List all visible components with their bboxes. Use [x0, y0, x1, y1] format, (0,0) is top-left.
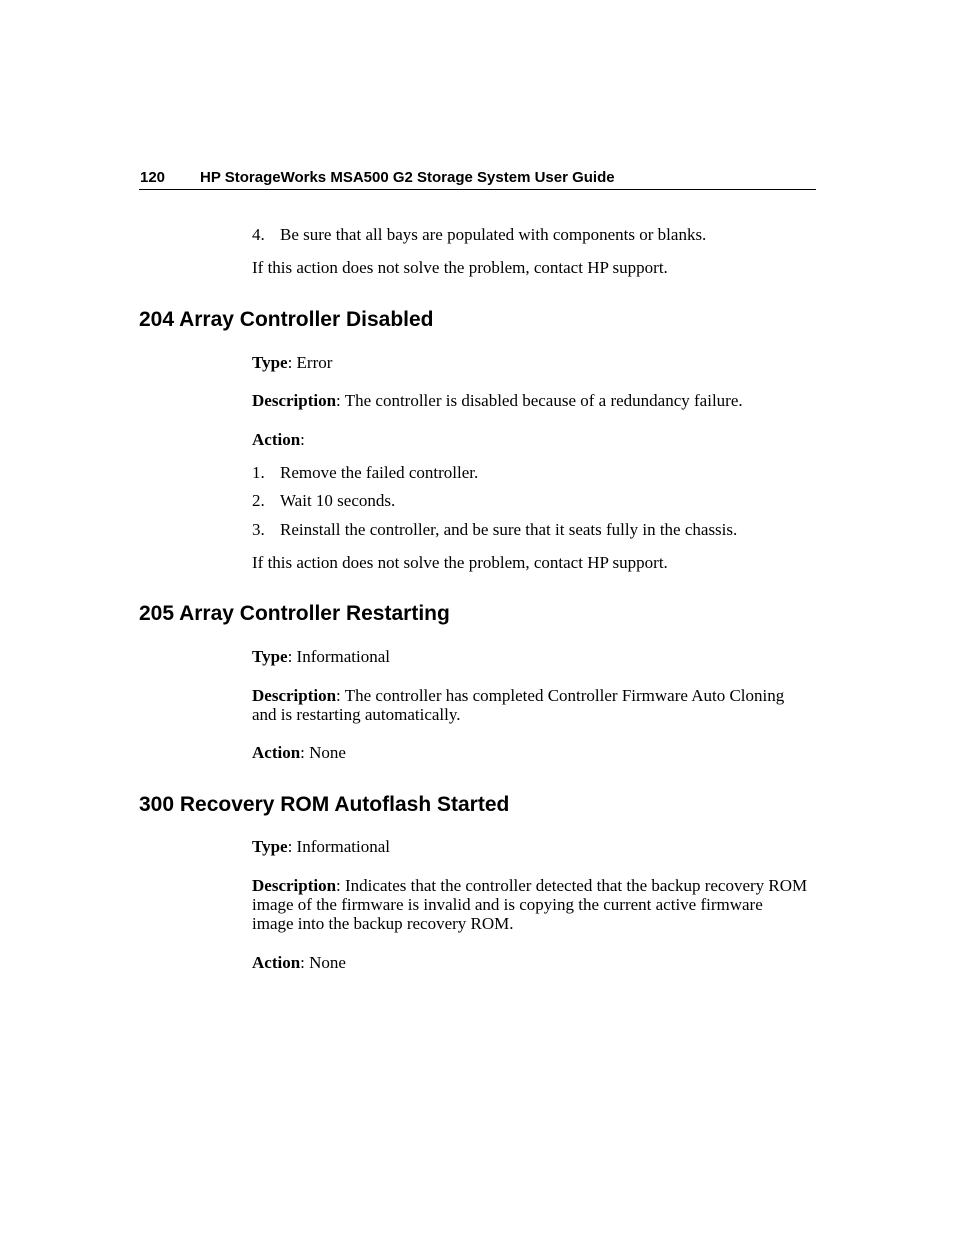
heading-204: 204 Array Controller Disabled	[139, 308, 434, 331]
description-text: : The controller is disabled because of a redundancy failure.	[336, 391, 743, 410]
book-title: HP StorageWorks MSA500 G2 Storage System User Guide	[200, 169, 615, 186]
description-text-line1: : Indicates that the controller detected that the backup recovery ROM	[336, 876, 808, 895]
support-paragraph: If this action does not solve the problem, contact HP support.	[252, 258, 668, 277]
action-value: :	[300, 430, 305, 449]
step-text: Be sure that all bays are populated with components or blanks.	[280, 225, 707, 244]
support-paragraph-204: If this action does not solve the problem, contact HP support.	[252, 553, 668, 572]
type-line-204	[252, 353, 816, 372]
description-text-line3: image into the backup recovery ROM.	[252, 914, 514, 933]
description-205	[252, 686, 816, 724]
action-label: Action	[252, 743, 301, 762]
action-line-205	[252, 743, 816, 762]
running-header	[139, 168, 816, 190]
page-number: 120	[140, 169, 166, 186]
step-number: 1.	[252, 463, 265, 482]
description-204	[252, 391, 816, 410]
description-text-line2: and is restarting automatically.	[252, 705, 461, 724]
step-text: Reinstall the controller, and be sure that it seats fully in the chassis.	[280, 520, 738, 539]
type-value: : Informational	[287, 837, 391, 856]
type-line-300	[252, 837, 816, 856]
action-line-300	[252, 953, 816, 972]
type-value: : Error	[287, 353, 333, 372]
description-300	[252, 876, 816, 933]
action-value: : None	[300, 953, 346, 972]
type-label: Type	[252, 353, 288, 372]
description-text-line1: : The controller has completed Controller Firmware Auto Cloning	[336, 686, 785, 705]
description-label: Description	[252, 876, 337, 895]
type-value: : Informational	[287, 647, 391, 666]
description-label: Description	[252, 391, 337, 410]
step-text: Wait 10 seconds.	[280, 491, 396, 510]
heading-205: 205 Array Controller Restarting	[139, 602, 450, 625]
type-line-205	[252, 647, 816, 666]
description-label: Description	[252, 686, 337, 705]
step-number: 3.	[252, 520, 265, 539]
description-text-line2: image of the firmware is invalid and is copying the current active firmware	[252, 895, 763, 914]
heading-300: 300 Recovery ROM Autoflash Started	[139, 793, 510, 816]
step-text: Remove the failed controller.	[280, 463, 479, 482]
type-label: Type	[252, 837, 288, 856]
action-value: : None	[300, 743, 346, 762]
type-label: Type	[252, 647, 288, 666]
step-number: 4.	[252, 225, 265, 244]
action-label: Action	[252, 430, 301, 449]
step-number: 2.	[252, 491, 265, 510]
action-label: Action	[252, 953, 301, 972]
action-line-204	[252, 430, 816, 449]
